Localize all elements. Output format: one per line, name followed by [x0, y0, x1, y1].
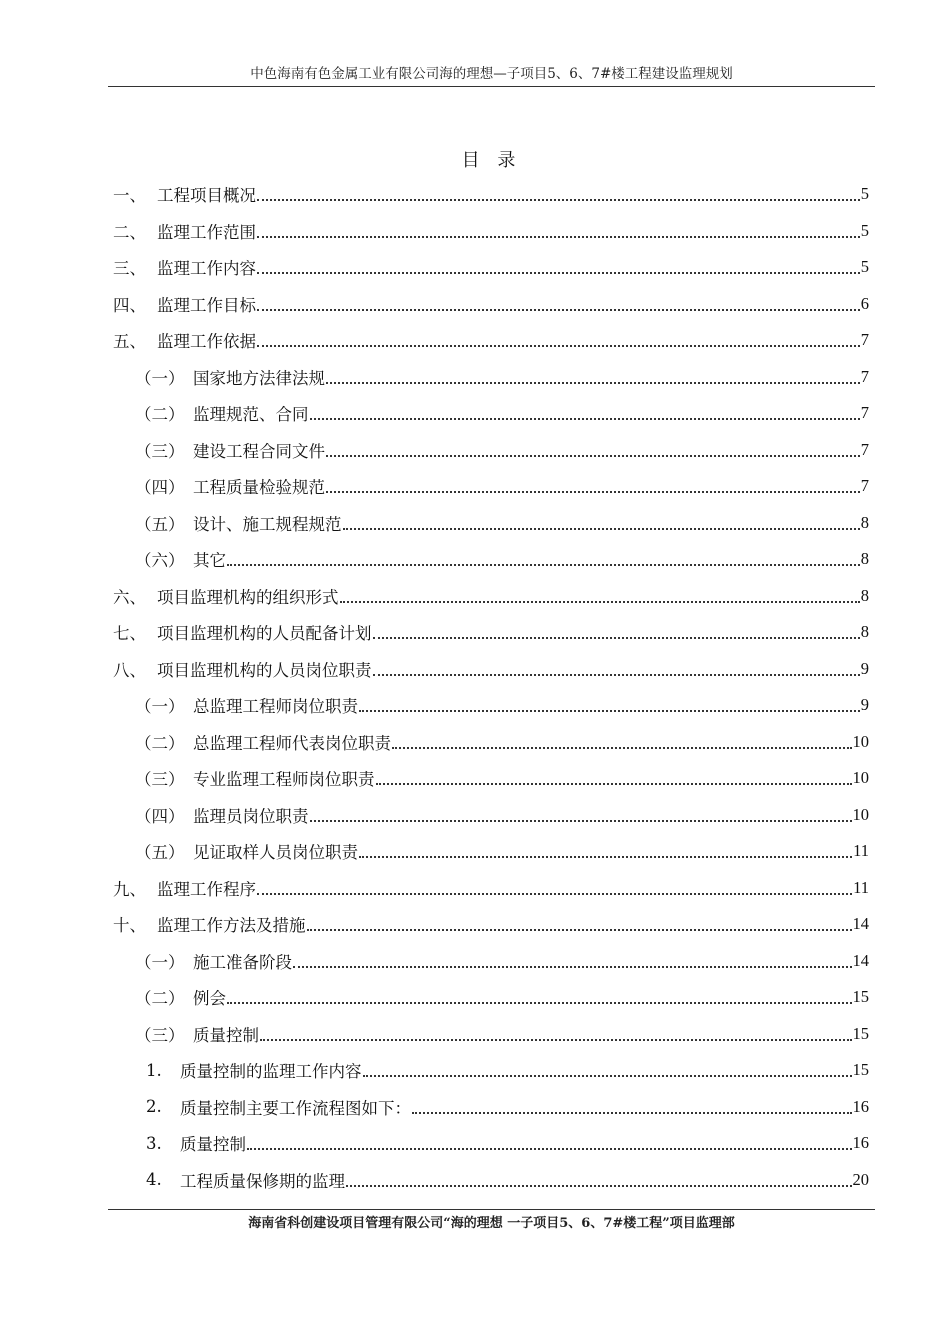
toc-entry[interactable]: [135, 1016, 869, 1052]
toc-entry-page-number: 20: [852, 1169, 869, 1189]
toc-dot-leader: [227, 1002, 852, 1004]
toc-entry[interactable]: [135, 979, 869, 1015]
toc-entry-label: 总监理工程师岗位职责: [193, 697, 358, 716]
toc-dot-leader: [307, 929, 852, 931]
toc-entry-page-number: 5: [860, 184, 869, 203]
toc-entry-label: 项目监理机构的人员岗位职责: [157, 660, 372, 680]
toc-entry[interactable]: [135, 395, 869, 431]
toc-entry[interactable]: [113, 870, 869, 906]
toc-entry[interactable]: [113, 286, 869, 322]
toc-dot-leader: [247, 1148, 852, 1150]
toc-entry-page-number: 5: [860, 257, 869, 276]
toc-entry-page-number: 8: [860, 585, 869, 605]
toc-entry-label: 其它: [193, 551, 226, 570]
toc-entry-label: 项目监理机构的组织形式: [157, 587, 339, 607]
footer-rule: [108, 1209, 875, 1210]
toc-entry[interactable]: [146, 1125, 869, 1161]
toc-entry-number: 四、: [113, 295, 146, 315]
toc-entry-number: （三）: [135, 441, 185, 461]
toc-entry-label: 总监理工程师代表岗位职责: [193, 733, 391, 753]
toc-entry-number: （三）: [135, 1025, 185, 1045]
toc-entry-number: 二、: [113, 222, 146, 242]
toc-entry-page-number: 16: [852, 1096, 869, 1116]
toc-entry[interactable]: [135, 468, 869, 504]
toc-entry-page-number: 9: [860, 658, 869, 678]
toc-entry-label: 监理工作依据: [157, 332, 256, 351]
toc-entry[interactable]: [135, 505, 869, 541]
toc-entry-number: （二）: [135, 405, 185, 424]
toc-entry-page-number: 14: [852, 950, 869, 970]
toc-dot-leader: [260, 1039, 852, 1041]
toc-entry-number: 2.: [146, 1097, 162, 1116]
toc-entry-page-number: 7: [860, 476, 869, 495]
toc-dot-leader: [343, 528, 860, 530]
toc-entry-label: 专业监理工程师岗位职责: [193, 770, 375, 789]
toc-entry-number: （二）: [135, 989, 185, 1008]
toc-entry-number: 3.: [146, 1133, 162, 1153]
toc-entry-label: 工程质量保修期的监理: [180, 1171, 345, 1191]
toc-dot-leader: [363, 1075, 852, 1077]
toc-entry-label: 监理员岗位职责: [193, 806, 309, 826]
toc-entry-number: （四）: [135, 478, 185, 497]
toc-entry-label: 监理工作程序: [157, 879, 256, 899]
toc-entry[interactable]: [135, 833, 869, 869]
toc-entry[interactable]: [135, 760, 869, 796]
toc-entry-page-number: 8: [860, 622, 869, 641]
toc-entry[interactable]: [146, 1162, 869, 1198]
toc-entry-page-number: 5: [860, 220, 869, 240]
toc-dot-leader: [257, 893, 852, 895]
toc-dot-leader: [227, 564, 860, 566]
toc-entry-number: 九、: [113, 879, 146, 899]
toc-entry[interactable]: [113, 651, 869, 687]
toc-dot-leader: [293, 966, 852, 968]
toc-entry-number: （一）: [135, 697, 185, 716]
toc-entry-label: 监理工作范围: [157, 222, 256, 242]
toc-entry-number: 十、: [113, 916, 146, 935]
toc-entry-page-number: 10: [852, 804, 869, 824]
toc-dot-leader: [373, 674, 860, 676]
toc-entry-number: （一）: [135, 368, 185, 388]
toc-entry-label: 监理工作方法及措施: [157, 916, 306, 935]
toc-entry[interactable]: [113, 249, 869, 285]
toc-entry[interactable]: [135, 724, 869, 760]
toc-entry[interactable]: [135, 432, 869, 468]
toc-entry-number: 1.: [146, 1060, 162, 1080]
toc-entry-page-number: 11: [853, 877, 869, 897]
toc-entry-label: 建设工程合同文件: [193, 441, 325, 461]
toc-dot-leader: [346, 1185, 852, 1187]
toc-entry-number: 六、: [113, 587, 146, 607]
toc-entry-page-number: 16: [852, 1133, 869, 1152]
toc-dot-leader: [310, 418, 860, 420]
toc-entry-number: （三）: [135, 770, 185, 789]
page-header: 中色海南有色金属工业有限公司海的理想—子项目5、6、7#楼工程建设监理规划: [250, 66, 733, 82]
toc-entry-number: 4.: [146, 1170, 162, 1189]
toc-entry-page-number: 15: [852, 987, 869, 1006]
toc-entry-label: 质量控制主要工作流程图如下：: [180, 1098, 411, 1118]
toc-dot-leader: [257, 345, 860, 347]
toc-dot-leader: [392, 747, 852, 749]
toc-dot-leader: [310, 820, 852, 822]
toc-entry-label: 监理工作内容: [157, 259, 256, 278]
toc-entry-page-number: 14: [852, 914, 869, 933]
toc-entry-label: 项目监理机构的人员配备计划: [157, 624, 372, 643]
toc-entry-label: 施工准备阶段: [193, 952, 292, 972]
toc-entry-label: 见证取样人员岗位职责: [193, 843, 358, 862]
toc-dot-leader: [326, 455, 860, 457]
toc-entry-label: 工程质量检验规范: [193, 478, 325, 497]
toc-dot-leader: [359, 710, 860, 712]
toc-dot-leader: [373, 637, 860, 639]
toc-entry-page-number: 9: [860, 695, 869, 714]
toc-entry-page-number: 11: [853, 841, 869, 860]
toc-entry-page-number: 7: [860, 439, 869, 459]
toc-entry[interactable]: [113, 614, 869, 650]
toc-dot-leader: [359, 856, 852, 858]
toc-dot-leader: [326, 491, 860, 493]
toc-dot-leader: [340, 601, 860, 603]
toc-entry-number: （六）: [135, 551, 185, 570]
toc-entry-page-number: 8: [860, 512, 869, 532]
toc-entry[interactable]: [135, 541, 869, 577]
toc-dot-leader: [326, 382, 860, 384]
toc-entry-number: 八、: [113, 660, 146, 680]
toc-entry[interactable]: [135, 943, 869, 979]
toc-entry-number: （五）: [135, 843, 185, 862]
toc-entry[interactable]: [135, 687, 869, 723]
toc-entry-number: 一、: [113, 186, 146, 205]
toc-entry[interactable]: [135, 797, 869, 833]
page-footer: 海南省科创建设项目管理有限公司“海的理想 一子项目5、6、7#楼工程”项目监理部: [248, 1216, 735, 1231]
toc-entry-number: （二）: [135, 733, 185, 753]
toc-entry-number: 七、: [113, 624, 146, 643]
toc-entry-label: 国家地方法律法规: [193, 368, 325, 388]
toc-dot-leader: [257, 309, 860, 311]
toc-entry-number: （五）: [135, 514, 185, 534]
toc-entry-label: 监理工作目标: [157, 295, 256, 315]
toc-entry-page-number: 10: [852, 768, 869, 787]
toc-entry[interactable]: [113, 176, 869, 212]
toc-entry-page-number: 10: [852, 731, 869, 751]
toc-entry-label: 质量控制: [180, 1135, 246, 1154]
toc-entry[interactable]: [113, 322, 869, 358]
toc-entry-label: 监理规范、合同: [193, 405, 309, 424]
toc-dot-leader: [257, 272, 860, 274]
toc-entry-label: 质量控制的监理工作内容: [180, 1062, 362, 1081]
toc-entry-label: 质量控制: [193, 1025, 259, 1045]
toc-entry-page-number: 7: [860, 330, 869, 349]
toc-entry-label: 设计、施工规程规范: [193, 514, 342, 534]
toc-title: 目 录: [461, 150, 522, 171]
toc-entry-number: 三、: [113, 259, 146, 278]
toc-entry[interactable]: [146, 1089, 869, 1125]
toc-dot-leader: [376, 783, 852, 785]
toc-dot-leader: [412, 1112, 852, 1114]
toc-entry-label: 工程项目概况: [157, 186, 256, 205]
toc-entry-page-number: 8: [860, 549, 869, 568]
toc-entry[interactable]: [113, 213, 869, 249]
toc-dot-leader: [257, 199, 860, 201]
toc-entry[interactable]: [135, 359, 869, 395]
toc-entry-page-number: 7: [860, 403, 869, 422]
toc-dot-leader: [257, 236, 860, 238]
toc-entry[interactable]: [113, 578, 869, 614]
toc-entry-number: 五、: [113, 332, 146, 351]
toc-entry-page-number: 7: [860, 366, 869, 386]
header-rule: [108, 86, 875, 87]
toc-entry[interactable]: [113, 906, 869, 942]
toc-entry-page-number: 6: [860, 293, 869, 313]
toc-entry-label: 例会: [193, 989, 226, 1008]
toc-entry[interactable]: [146, 1052, 869, 1088]
toc-entry-number: （一）: [135, 952, 185, 972]
toc-entry-page-number: 15: [852, 1060, 869, 1079]
toc-entry-number: （四）: [135, 806, 185, 826]
toc-entry-page-number: 15: [852, 1023, 869, 1043]
